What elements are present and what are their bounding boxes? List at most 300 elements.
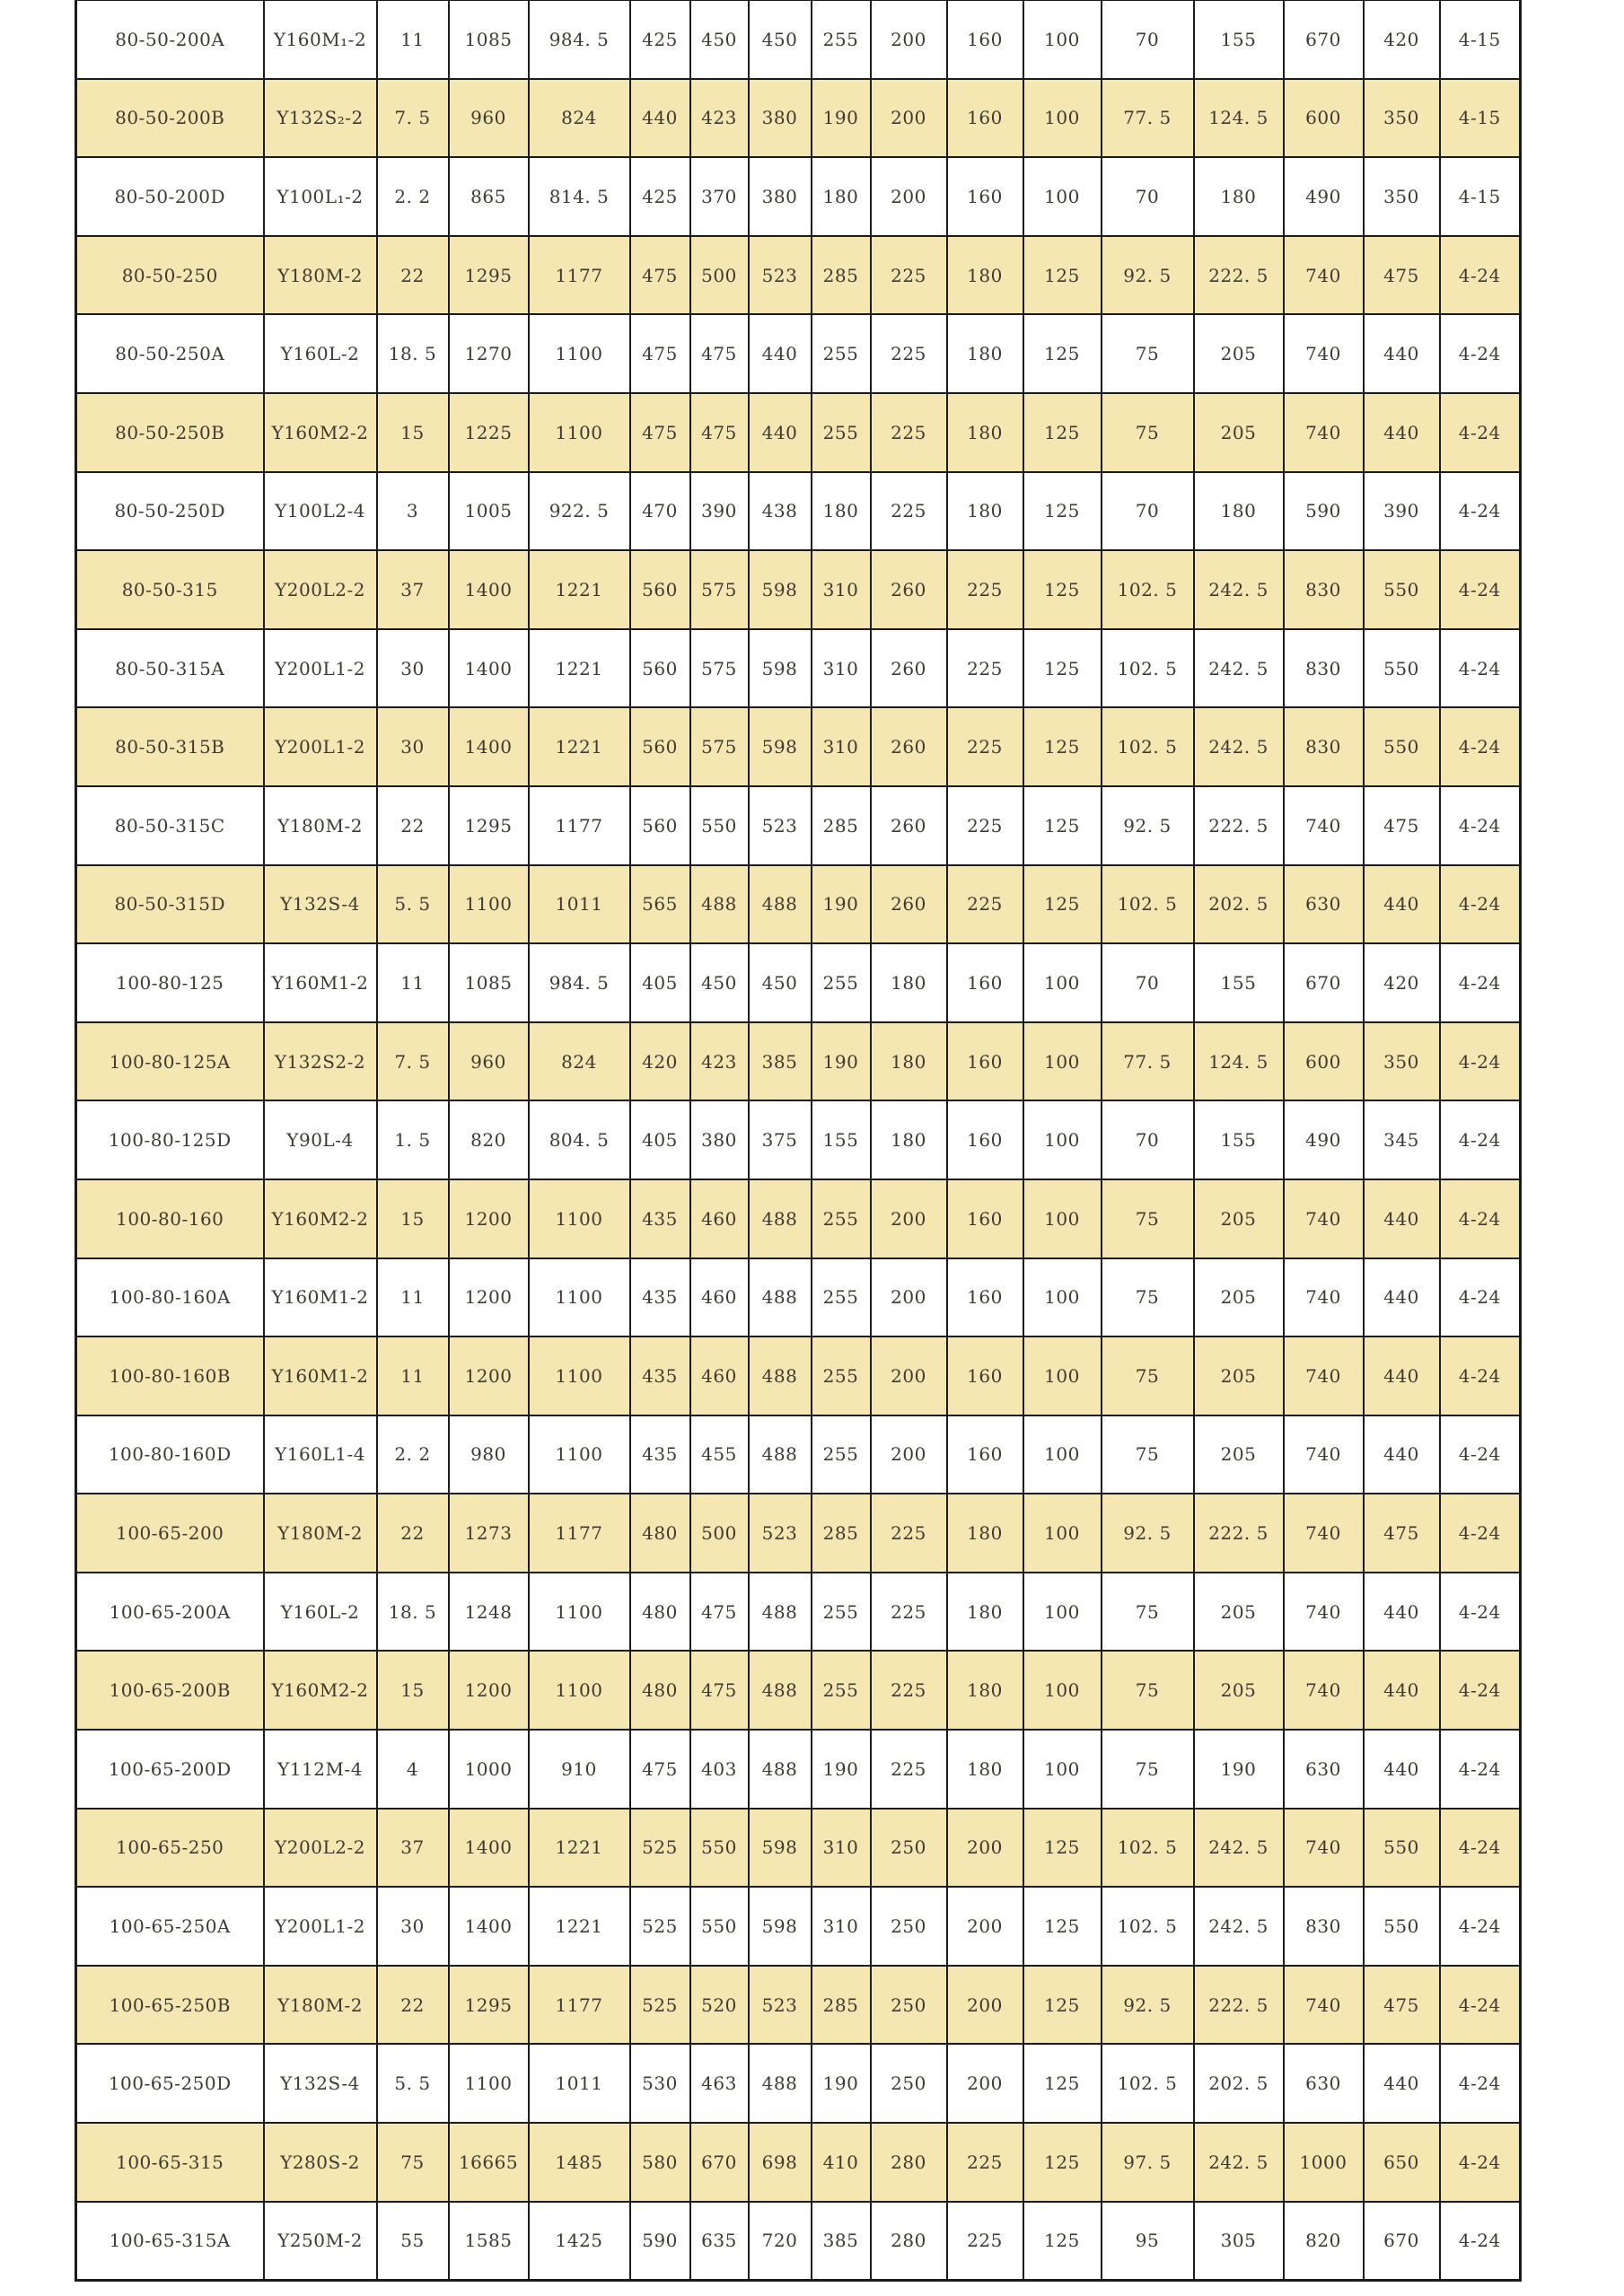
dim-cell: 475 xyxy=(1364,1494,1440,1573)
dim-cell: 200 xyxy=(871,1415,947,1494)
pump-model-cell: 80-50-250 xyxy=(76,236,264,315)
dim-cell: 830 xyxy=(1284,629,1364,708)
dim-cell: 124. 5 xyxy=(1194,79,1284,158)
motor-model-cell: Y160M1-2 xyxy=(264,943,377,1022)
motor-model-cell: Y180M-2 xyxy=(264,786,377,865)
dim-cell: 250 xyxy=(871,1887,947,1966)
dim-cell: 255 xyxy=(812,314,871,393)
pump-model-cell: 100-65-315 xyxy=(76,2123,264,2202)
bolt-spec-cell: 4-24 xyxy=(1440,707,1521,786)
table-row xyxy=(76,1415,1521,1494)
dim-cell: 820 xyxy=(1284,2202,1364,2281)
dim-cell: 160 xyxy=(947,79,1023,158)
dim-cell: 1221 xyxy=(529,707,630,786)
dim-cell: 403 xyxy=(690,1730,749,1809)
dim-cell: 255 xyxy=(812,1258,871,1337)
dim-cell: 635 xyxy=(690,2202,749,2281)
dim-cell: 255 xyxy=(812,1651,871,1730)
dim-cell: 285 xyxy=(812,1966,871,2045)
dim-cell: 75 xyxy=(1102,1179,1194,1258)
dim-cell: 1273 xyxy=(449,1494,529,1573)
pump-model-cell: 80-50-250B xyxy=(76,393,264,472)
dim-cell: 575 xyxy=(690,707,749,786)
dim-cell: 180 xyxy=(871,1022,947,1101)
dim-cell: 225 xyxy=(871,236,947,315)
pump-model-cell: 100-80-160B xyxy=(76,1336,264,1415)
dim-cell: 1400 xyxy=(449,707,529,786)
dim-cell: 75 xyxy=(1102,1415,1194,1494)
bolt-spec-cell: 4-24 xyxy=(1440,2202,1521,2281)
power-cell: 11 xyxy=(377,1336,449,1415)
dim-cell: 225 xyxy=(947,707,1023,786)
dim-cell: 560 xyxy=(630,786,690,865)
dim-cell: 75 xyxy=(1102,1730,1194,1809)
dim-cell: 125 xyxy=(1023,2044,1102,2123)
dim-cell: 475 xyxy=(630,236,690,315)
dim-cell: 160 xyxy=(947,157,1023,236)
dim-cell: 435 xyxy=(630,1415,690,1494)
dim-cell: 1000 xyxy=(449,1730,529,1809)
dim-cell: 1400 xyxy=(449,1809,529,1888)
dim-cell: 1270 xyxy=(449,314,529,393)
dim-cell: 455 xyxy=(690,1415,749,1494)
dim-cell: 435 xyxy=(630,1336,690,1415)
dim-cell: 475 xyxy=(1364,236,1440,315)
dim-cell: 1100 xyxy=(529,1179,630,1258)
motor-model-cell: Y132S₂-2 xyxy=(264,79,377,158)
dim-cell: 100 xyxy=(1023,79,1102,158)
dim-cell: 475 xyxy=(630,1730,690,1809)
dim-cell: 225 xyxy=(871,314,947,393)
dim-cell: 598 xyxy=(749,1887,812,1966)
dim-cell: 155 xyxy=(1194,1100,1284,1179)
dim-cell: 70 xyxy=(1102,0,1194,79)
dim-cell: 380 xyxy=(690,1100,749,1179)
dim-cell: 180 xyxy=(1194,157,1284,236)
dim-cell: 440 xyxy=(1364,2044,1440,2123)
dim-cell: 222. 5 xyxy=(1194,1966,1284,2045)
dim-cell: 155 xyxy=(812,1100,871,1179)
dim-cell: 242. 5 xyxy=(1194,2123,1284,2202)
dim-cell: 100 xyxy=(1023,157,1102,236)
dim-cell: 222. 5 xyxy=(1194,236,1284,315)
dim-cell: 670 xyxy=(1364,2202,1440,2281)
dim-cell: 200 xyxy=(947,1809,1023,1888)
bolt-spec-cell: 4-24 xyxy=(1440,1966,1521,2045)
dim-cell: 500 xyxy=(690,1494,749,1573)
dim-cell: 160 xyxy=(947,1258,1023,1337)
dim-cell: 740 xyxy=(1284,314,1364,393)
dim-cell: 740 xyxy=(1284,1336,1364,1415)
dim-cell: 550 xyxy=(690,1809,749,1888)
dim-cell: 305 xyxy=(1194,2202,1284,2281)
bolt-spec-cell: 4-24 xyxy=(1440,1336,1521,1415)
dim-cell: 75 xyxy=(1102,1573,1194,1652)
bolt-spec-cell: 4-24 xyxy=(1440,1415,1521,1494)
table-row xyxy=(76,1887,1521,1966)
dim-cell: 440 xyxy=(1364,865,1440,944)
table-row xyxy=(76,1258,1521,1337)
dim-cell: 488 xyxy=(749,2044,812,2123)
pump-model-cell: 100-65-200D xyxy=(76,1730,264,1809)
motor-model-cell: Y180M-2 xyxy=(264,1494,377,1573)
dim-cell: 100 xyxy=(1023,1179,1102,1258)
dim-cell: 1100 xyxy=(449,2044,529,2123)
dim-cell: 480 xyxy=(630,1494,690,1573)
dim-cell: 200 xyxy=(871,1336,947,1415)
dim-cell: 255 xyxy=(812,1415,871,1494)
dim-cell: 100 xyxy=(1023,1573,1102,1652)
power-cell: 11 xyxy=(377,1258,449,1337)
table-row xyxy=(76,1336,1521,1415)
bolt-spec-cell: 4-24 xyxy=(1440,393,1521,472)
dim-cell: 190 xyxy=(812,1730,871,1809)
dim-cell: 125 xyxy=(1023,1966,1102,2045)
table-row xyxy=(76,1494,1521,1573)
dim-cell: 280 xyxy=(871,2202,947,2281)
dim-cell: 255 xyxy=(812,1573,871,1652)
dim-cell: 350 xyxy=(1364,1022,1440,1101)
dim-cell: 255 xyxy=(812,943,871,1022)
dim-cell: 380 xyxy=(749,79,812,158)
dim-cell: 70 xyxy=(1102,1100,1194,1179)
dim-cell: 92. 5 xyxy=(1102,236,1194,315)
dim-cell: 205 xyxy=(1194,1336,1284,1415)
dim-cell: 255 xyxy=(812,393,871,472)
table-row xyxy=(76,236,1521,315)
bolt-spec-cell: 4-24 xyxy=(1440,865,1521,944)
dim-cell: 550 xyxy=(1364,629,1440,708)
power-cell: 2. 2 xyxy=(377,1415,449,1494)
bolt-spec-cell: 4-24 xyxy=(1440,1809,1521,1888)
dim-cell: 525 xyxy=(630,1887,690,1966)
dim-cell: 670 xyxy=(1284,0,1364,79)
table-row xyxy=(76,2123,1521,2202)
power-cell: 2. 2 xyxy=(377,157,449,236)
dim-cell: 100 xyxy=(1023,1415,1102,1494)
dim-cell: 490 xyxy=(1284,157,1364,236)
dim-cell: 124. 5 xyxy=(1194,1022,1284,1101)
dim-cell: 475 xyxy=(630,314,690,393)
dim-cell: 225 xyxy=(947,2123,1023,2202)
dim-cell: 100 xyxy=(1023,1100,1102,1179)
dim-cell: 225 xyxy=(947,865,1023,944)
motor-model-cell: Y200L1-2 xyxy=(264,1887,377,1966)
table-row xyxy=(76,1730,1521,1809)
dim-cell: 560 xyxy=(630,629,690,708)
dim-cell: 960 xyxy=(449,1022,529,1101)
dim-cell: 70 xyxy=(1102,472,1194,551)
pump-model-cell: 100-65-200B xyxy=(76,1651,264,1730)
dim-cell: 75 xyxy=(1102,314,1194,393)
dim-cell: 865 xyxy=(449,157,529,236)
pump-model-cell: 100-65-200A xyxy=(76,1573,264,1652)
dim-cell: 225 xyxy=(871,393,947,472)
dim-cell: 75 xyxy=(1102,1651,1194,1730)
dim-cell: 740 xyxy=(1284,236,1364,315)
dim-cell: 1100 xyxy=(529,1415,630,1494)
power-cell: 15 xyxy=(377,1651,449,1730)
dim-cell: 480 xyxy=(630,1651,690,1730)
power-cell: 11 xyxy=(377,943,449,1022)
dim-cell: 670 xyxy=(690,2123,749,2202)
motor-model-cell: Y200L2-2 xyxy=(264,1809,377,1888)
dim-cell: 125 xyxy=(1023,707,1102,786)
dim-cell: 1425 xyxy=(529,2202,630,2281)
dim-cell: 260 xyxy=(871,786,947,865)
dim-cell: 410 xyxy=(812,2123,871,2202)
dim-cell: 202. 5 xyxy=(1194,865,1284,944)
dim-cell: 830 xyxy=(1284,707,1364,786)
dim-cell: 423 xyxy=(690,1022,749,1101)
pump-model-cell: 100-80-160D xyxy=(76,1415,264,1494)
dim-cell: 125 xyxy=(1023,2123,1102,2202)
dim-cell: 225 xyxy=(871,1494,947,1573)
table-row xyxy=(76,79,1521,158)
power-cell: 18. 5 xyxy=(377,314,449,393)
dim-cell: 242. 5 xyxy=(1194,707,1284,786)
dim-cell: 1085 xyxy=(449,943,529,1022)
dim-cell: 1100 xyxy=(449,865,529,944)
dim-cell: 560 xyxy=(630,707,690,786)
dim-cell: 488 xyxy=(749,1415,812,1494)
dim-cell: 740 xyxy=(1284,1494,1364,1573)
pump-model-cell: 100-80-125D xyxy=(76,1100,264,1179)
dim-cell: 598 xyxy=(749,1809,812,1888)
dim-cell: 740 xyxy=(1284,1651,1364,1730)
dim-cell: 100 xyxy=(1023,1258,1102,1337)
pump-model-cell: 80-50-315B xyxy=(76,707,264,786)
dim-cell: 242. 5 xyxy=(1194,629,1284,708)
dim-cell: 350 xyxy=(1364,157,1440,236)
dim-cell: 984. 5 xyxy=(529,0,630,79)
power-cell: 37 xyxy=(377,550,449,629)
dim-cell: 435 xyxy=(630,1258,690,1337)
dim-cell: 488 xyxy=(749,1651,812,1730)
dim-cell: 205 xyxy=(1194,1415,1284,1494)
power-cell: 22 xyxy=(377,236,449,315)
dim-cell: 1005 xyxy=(449,472,529,551)
dim-cell: 102. 5 xyxy=(1102,865,1194,944)
dim-cell: 255 xyxy=(812,1179,871,1258)
dim-cell: 100 xyxy=(1023,943,1102,1022)
dim-cell: 550 xyxy=(1364,550,1440,629)
table-row xyxy=(76,472,1521,551)
dim-cell: 523 xyxy=(749,1494,812,1573)
dim-cell: 155 xyxy=(1194,0,1284,79)
dim-cell: 804. 5 xyxy=(529,1100,630,1179)
dim-cell: 100 xyxy=(1023,1730,1102,1809)
dim-cell: 550 xyxy=(1364,1887,1440,1966)
dim-cell: 1200 xyxy=(449,1179,529,1258)
dim-cell: 450 xyxy=(690,0,749,79)
pump-model-cell: 80-50-200B xyxy=(76,79,264,158)
dim-cell: 285 xyxy=(812,236,871,315)
dim-cell: 440 xyxy=(1364,1415,1440,1494)
bolt-spec-cell: 4-24 xyxy=(1440,786,1521,865)
dim-cell: 180 xyxy=(947,1651,1023,1730)
bolt-spec-cell: 4-24 xyxy=(1440,629,1521,708)
table-row xyxy=(76,786,1521,865)
dim-cell: 830 xyxy=(1284,1887,1364,1966)
dim-cell: 380 xyxy=(749,157,812,236)
dim-cell: 75 xyxy=(1102,393,1194,472)
dim-cell: 630 xyxy=(1284,2044,1364,2123)
motor-model-cell: Y280S-2 xyxy=(264,2123,377,2202)
dim-cell: 1085 xyxy=(449,0,529,79)
power-cell: 30 xyxy=(377,1887,449,1966)
dim-cell: 488 xyxy=(749,865,812,944)
dim-cell: 125 xyxy=(1023,314,1102,393)
pump-model-cell: 80-50-200D xyxy=(76,157,264,236)
dim-cell: 460 xyxy=(690,1336,749,1415)
dim-cell: 598 xyxy=(749,550,812,629)
bolt-spec-cell: 4-24 xyxy=(1440,2044,1521,2123)
dim-cell: 285 xyxy=(812,1494,871,1573)
pump-model-cell: 100-80-125 xyxy=(76,943,264,1022)
dim-cell: 310 xyxy=(812,629,871,708)
motor-model-cell: Y200L1-2 xyxy=(264,707,377,786)
dim-cell: 200 xyxy=(947,1966,1023,2045)
bolt-spec-cell: 4-24 xyxy=(1440,1179,1521,1258)
table-row xyxy=(76,1179,1521,1258)
dim-cell: 97. 5 xyxy=(1102,2123,1194,2202)
dim-cell: 440 xyxy=(1364,1730,1440,1809)
pump-model-cell: 100-65-250 xyxy=(76,1809,264,1888)
dim-cell: 180 xyxy=(947,236,1023,315)
motor-model-cell: Y160M1-2 xyxy=(264,1336,377,1415)
motor-model-cell: Y180M-2 xyxy=(264,236,377,315)
dim-cell: 1295 xyxy=(449,1966,529,2045)
dim-cell: 740 xyxy=(1284,786,1364,865)
bolt-spec-cell: 4-24 xyxy=(1440,1022,1521,1101)
dim-cell: 70 xyxy=(1102,943,1194,1022)
dim-cell: 190 xyxy=(812,79,871,158)
dim-cell: 180 xyxy=(947,393,1023,472)
motor-model-cell: Y132S-4 xyxy=(264,865,377,944)
dim-cell: 225 xyxy=(871,1651,947,1730)
pump-model-cell: 80-50-315C xyxy=(76,786,264,865)
dim-cell: 102. 5 xyxy=(1102,1809,1194,1888)
dim-cell: 420 xyxy=(1364,943,1440,1022)
motor-model-cell: Y160M1-2 xyxy=(264,1258,377,1337)
dim-cell: 475 xyxy=(1364,786,1440,865)
dim-cell: 190 xyxy=(1194,1730,1284,1809)
dim-cell: 205 xyxy=(1194,393,1284,472)
dim-cell: 814. 5 xyxy=(529,157,630,236)
dim-cell: 125 xyxy=(1023,393,1102,472)
table-row xyxy=(76,2044,1521,2123)
power-cell: 22 xyxy=(377,786,449,865)
dim-cell: 460 xyxy=(690,1258,749,1337)
bolt-spec-cell: 4-15 xyxy=(1440,0,1521,79)
dim-cell: 222. 5 xyxy=(1194,1494,1284,1573)
dim-cell: 242. 5 xyxy=(1194,1809,1284,1888)
dim-cell: 1221 xyxy=(529,550,630,629)
dim-cell: 525 xyxy=(630,1966,690,2045)
dim-cell: 475 xyxy=(1364,1966,1440,2045)
dim-cell: 575 xyxy=(690,629,749,708)
dim-cell: 630 xyxy=(1284,1730,1364,1809)
dim-cell: 960 xyxy=(449,79,529,158)
motor-model-cell: Y200L2-2 xyxy=(264,550,377,629)
dim-cell: 420 xyxy=(630,1022,690,1101)
dim-cell: 225 xyxy=(947,786,1023,865)
dim-cell: 488 xyxy=(749,1730,812,1809)
dim-cell: 460 xyxy=(690,1179,749,1258)
pump-model-cell: 80-50-200A xyxy=(76,0,264,79)
dim-cell: 70 xyxy=(1102,157,1194,236)
pump-model-cell: 100-65-250A xyxy=(76,1887,264,1966)
dim-cell: 670 xyxy=(1284,943,1364,1022)
motor-model-cell: Y132S-4 xyxy=(264,2044,377,2123)
dim-cell: 440 xyxy=(1364,1258,1440,1337)
motor-model-cell: Y160M2-2 xyxy=(264,1179,377,1258)
dim-cell: 550 xyxy=(690,1887,749,1966)
dim-cell: 423 xyxy=(690,79,749,158)
dim-cell: 598 xyxy=(749,629,812,708)
pump-model-cell: 80-50-315D xyxy=(76,865,264,944)
power-cell: 1. 5 xyxy=(377,1100,449,1179)
table-body xyxy=(76,0,1521,2281)
dim-cell: 75 xyxy=(1102,1258,1194,1337)
dim-cell: 1400 xyxy=(449,550,529,629)
dim-cell: 160 xyxy=(947,1022,1023,1101)
dim-cell: 1000 xyxy=(1284,2123,1364,2202)
pump-spec-table xyxy=(75,0,1522,2282)
dim-cell: 225 xyxy=(947,550,1023,629)
dim-cell: 1200 xyxy=(449,1336,529,1415)
pump-model-cell: 80-50-250A xyxy=(76,314,264,393)
bolt-spec-cell: 4-15 xyxy=(1440,79,1521,158)
dim-cell: 1221 xyxy=(529,1809,630,1888)
dim-cell: 440 xyxy=(1364,1651,1440,1730)
motor-model-cell: Y112M-4 xyxy=(264,1730,377,1809)
dim-cell: 205 xyxy=(1194,1179,1284,1258)
dim-cell: 698 xyxy=(749,2123,812,2202)
table-row xyxy=(76,2202,1521,2281)
dim-cell: 550 xyxy=(1364,1809,1440,1888)
power-cell: 37 xyxy=(377,1809,449,1888)
dim-cell: 550 xyxy=(690,786,749,865)
dim-cell: 740 xyxy=(1284,1258,1364,1337)
dim-cell: 100 xyxy=(1023,0,1102,79)
dim-cell: 160 xyxy=(947,1336,1023,1415)
dim-cell: 125 xyxy=(1023,236,1102,315)
dim-cell: 1177 xyxy=(529,1966,630,2045)
dim-cell: 820 xyxy=(449,1100,529,1179)
dim-cell: 180 xyxy=(947,1573,1023,1652)
pump-model-cell: 100-65-250B xyxy=(76,1966,264,2045)
dim-cell: 740 xyxy=(1284,1966,1364,2045)
dim-cell: 255 xyxy=(812,1336,871,1415)
power-cell: 11 xyxy=(377,0,449,79)
dim-cell: 440 xyxy=(1364,1179,1440,1258)
dim-cell: 202. 5 xyxy=(1194,2044,1284,2123)
dim-cell: 580 xyxy=(630,2123,690,2202)
dim-cell: 1177 xyxy=(529,786,630,865)
power-cell: 5. 5 xyxy=(377,865,449,944)
dim-cell: 180 xyxy=(1194,472,1284,551)
dim-cell: 450 xyxy=(749,943,812,1022)
dim-cell: 225 xyxy=(947,2202,1023,2281)
dim-cell: 205 xyxy=(1194,314,1284,393)
dim-cell: 440 xyxy=(1364,314,1440,393)
dim-cell: 1011 xyxy=(529,2044,630,2123)
dim-cell: 1100 xyxy=(529,1573,630,1652)
dim-cell: 1221 xyxy=(529,1887,630,1966)
dim-cell: 160 xyxy=(947,943,1023,1022)
